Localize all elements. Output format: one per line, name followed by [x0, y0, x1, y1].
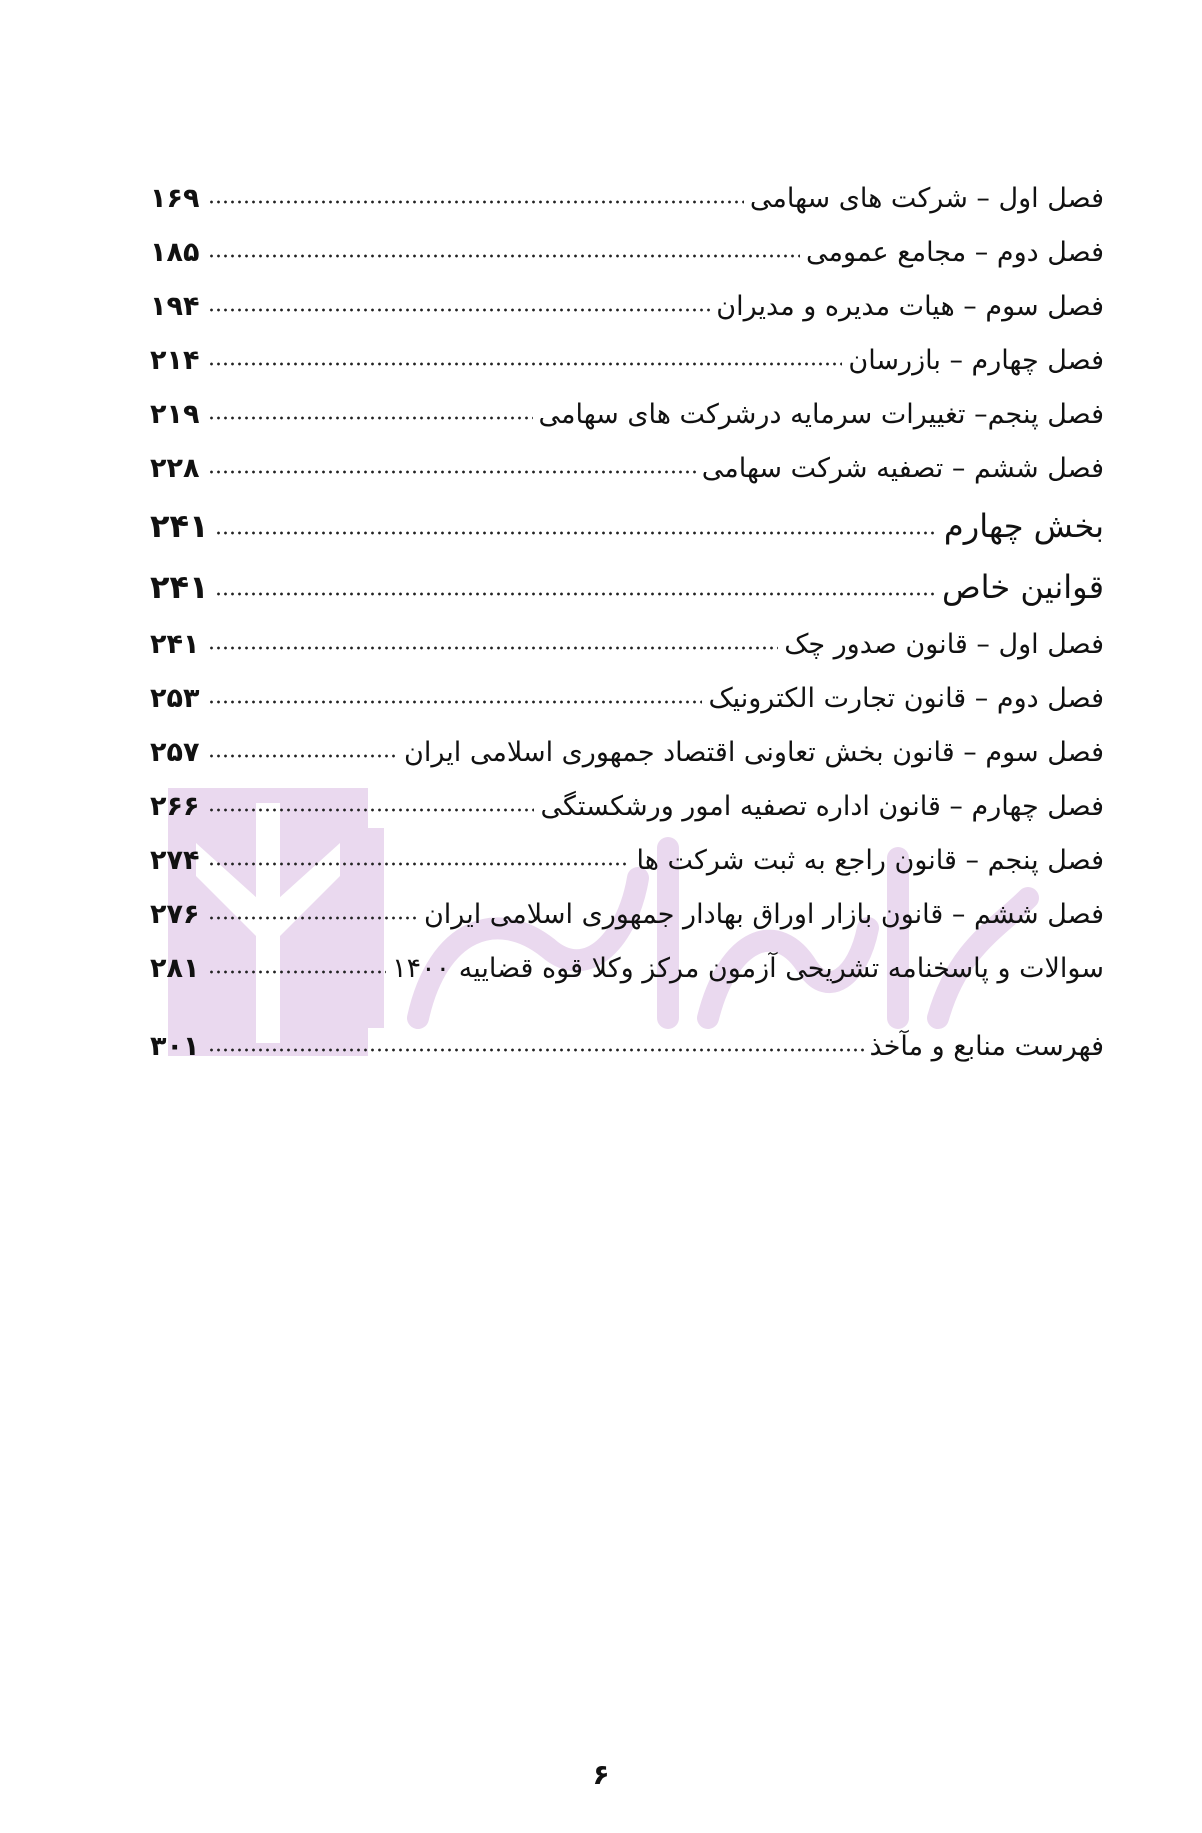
toc-entry[interactable] — [150, 930, 1104, 984]
toc-entry-page: ۲۴۱ — [150, 507, 209, 545]
toc-entry[interactable] — [150, 1008, 1104, 1062]
toc-entry[interactable] — [150, 268, 1104, 322]
dot-leader — [208, 415, 533, 421]
toc-entry-title: فصل اول – قانون صدور چک — [784, 629, 1104, 660]
toc-entry-title: فصل پنجم– تغییرات سرمایه درشرکت های سهامی — [538, 399, 1104, 430]
toc-entry-title: فصل دوم – مجامع عمومی — [806, 237, 1104, 268]
toc-entry[interactable] — [150, 160, 1104, 214]
toc-entry-page: ۳۰۱ — [150, 1031, 200, 1062]
toc-entry-title: فهرست منابع و مآخذ — [869, 1031, 1104, 1062]
toc-entry-title: فصل ششم – تصفیه شرکت سهامی — [701, 453, 1104, 484]
toc-entry-page: ۲۴۱ — [150, 568, 209, 606]
toc-entry-page: ۲۲۸ — [150, 453, 200, 484]
dot-leader — [208, 469, 696, 475]
toc-entry-page: ۲۴۱ — [150, 629, 200, 660]
toc-entry-title: فصل اول – شرکت های سهامی — [749, 183, 1104, 214]
toc-entry[interactable] — [150, 430, 1104, 484]
toc-entry-title: فصل سوم – هیات مدیره و مدیران — [716, 291, 1104, 322]
dot-leader — [208, 861, 630, 867]
dot-leader — [208, 807, 534, 813]
toc-entry-page: ۲۱۹ — [150, 399, 200, 430]
toc-entry-page: ۱۹۴ — [150, 291, 200, 322]
toc-entry[interactable] — [150, 322, 1104, 376]
dot-leader — [208, 969, 386, 975]
toc-section-title: بخش چهارم — [943, 507, 1104, 545]
toc-entry-title: فصل چهارم – قانون اداره تصفیه امور ورشکستگی — [540, 791, 1104, 822]
toc-entry-page: ۲۸۱ — [150, 953, 200, 984]
toc-entry-title: فصل سوم – قانون بخش تعاونی اقتصاد جمهوری اسلامی ایران — [404, 737, 1104, 768]
toc-entry[interactable] — [150, 376, 1104, 430]
toc-entry-page: ۲۱۴ — [150, 345, 200, 376]
toc-entry-page: ۱۸۵ — [150, 237, 200, 268]
dot-leader — [208, 915, 418, 921]
toc-entry-page: ۲۵۳ — [150, 683, 200, 714]
toc-entry-page: ۲۷۴ — [150, 845, 200, 876]
toc-entry-title: فصل پنجم – قانون راجع به ثبت شرکت ها — [636, 845, 1104, 876]
toc-entry-page: ۲۷۶ — [150, 899, 200, 930]
toc-entry[interactable] — [150, 876, 1104, 930]
toc-entry[interactable] — [150, 822, 1104, 876]
dot-leader — [208, 307, 710, 313]
toc-entry[interactable] — [150, 660, 1104, 714]
toc-entry[interactable] — [150, 714, 1104, 768]
dot-leader — [208, 1047, 864, 1053]
toc-entry[interactable] — [150, 214, 1104, 268]
toc-entry-page: ۱۶۹ — [150, 183, 200, 214]
dot-leader — [208, 199, 744, 205]
toc-entry-page: ۲۶۶ — [150, 791, 200, 822]
dot-leader — [208, 645, 778, 651]
dot-leader — [208, 253, 800, 259]
toc-entry[interactable] — [150, 768, 1104, 822]
toc-entry-title: سوالات و پاسخنامه تشریحی آزمون مرکز وکلا قوه قضاییه ۱۴۰۰ — [392, 953, 1104, 984]
toc-entry-title: فصل ششم – قانون بازار اوراق بهادار جمهوری اسلامی ایران — [423, 899, 1104, 930]
table-of-contents — [150, 160, 1104, 1062]
toc-entry[interactable] — [150, 606, 1104, 660]
toc-section-entry[interactable] — [150, 545, 1104, 606]
toc-entry-page: ۲۵۷ — [150, 737, 200, 768]
toc-section-entry[interactable] — [150, 484, 1104, 545]
dot-leader — [215, 530, 938, 536]
toc-entry-title: فصل چهارم – بازرسان — [848, 345, 1104, 376]
dot-leader — [215, 591, 936, 597]
toc-section-title: قوانین خاص — [941, 568, 1104, 606]
dot-leader — [208, 361, 842, 367]
dot-leader — [208, 699, 702, 705]
toc-entry-title: فصل دوم – قانون تجارت الکترونیک — [708, 683, 1104, 714]
dot-leader — [208, 753, 398, 759]
page-number: ۶ — [592, 1758, 610, 1791]
